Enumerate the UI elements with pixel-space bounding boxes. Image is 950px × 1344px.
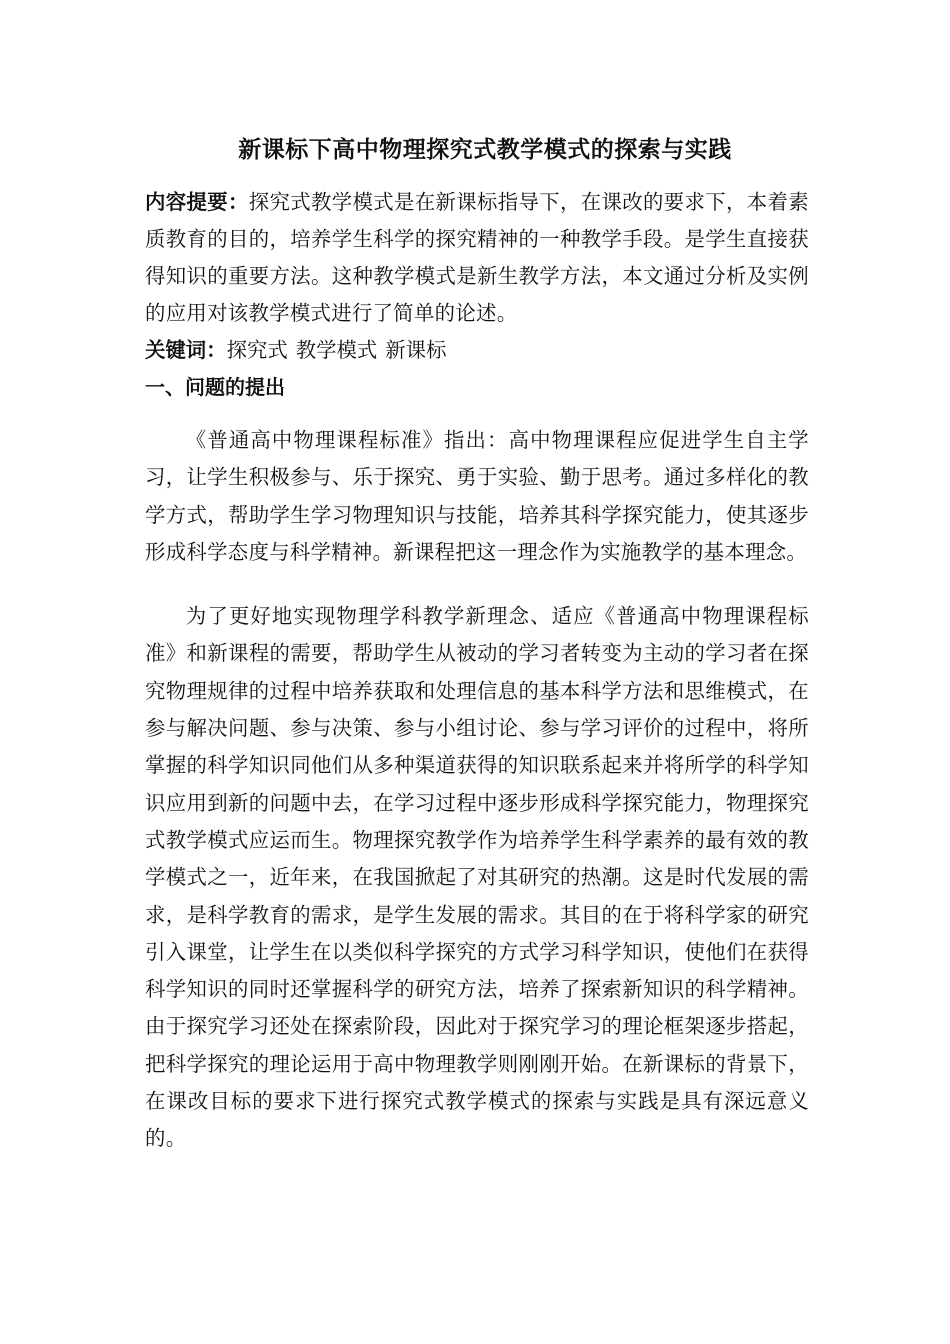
abstract-text: 探究式教学模式是在新课标指导下，在课改的要求下，本着素质教育的目的，培养学生科学的探究精神的一种教学手段。是学生直接获得知识的重要方法。这种教学模式是新生教学方法，本文通过分析及实例的应用对该教学模式进行了简单的论述。 bbox=[145, 190, 809, 325]
keyword-item: 探究式 bbox=[226, 338, 288, 362]
section-heading: 一、问题的提出 bbox=[145, 375, 285, 399]
document-body bbox=[145, 134, 809, 1158]
abstract-paragraph bbox=[145, 184, 809, 332]
keyword-item: 新课标 bbox=[385, 338, 447, 362]
abstract-label: 内容提要： bbox=[145, 190, 249, 214]
body-paragraph: 为了更好地实现物理学科教学新理念、适应《普通高中物理课程标准》和新课程的需要，帮助学生从被动的学习者转变为主动的学习者在探究物理规律的过程中培养获取和处理信息的基本科学方法和思维模式，在参与解决问题、参与决策、参与小组讨论、参与学习评价的过程中，将所掌握的科学知识同他们从多种渠道获得的知识联系起来并将所学的科学知识应用到新的问题中去，在学习过程中逐步形成科学探究能力，物理探究式教学模式应运而生。物理探究教学作为培养学生科学素养的最有效的教学模式之一，近年来，在我国掀起了对其研究的热潮。这是时代发展的需求，是科学教育的需求，是学生发展的需求。其目的在于将科学家的研究引入课堂，让学生在以类似科学探究的方式学习科学知识，使他们在获得科学知识的同时还掌握科学的研究方法，培养了探索新知识的科学精神。由于探究学习还处在探索阶段，因此对于探究学习的理论框架逐步搭起，把科学探究的理论运用于高中物理教学则刚刚开始。在新课标的背景下，在课改目标的要求下进行探究式教学模式的探索与实践是具有深远意义的。 bbox=[145, 604, 809, 1151]
keywords-line bbox=[145, 332, 809, 368]
body-paragraph: 《普通高中物理课程标准》指出：高中物理课程应促进学生自主学习，让学生积极参与、乐于探究、勇于实验、勤于思考。通过多样化的教学方式，帮助学生学习物理知识与技能，培养其科学探究能力，使其逐步形成科学态度与科学精神。新课程把这一理念作为实施教学的基本理念。 bbox=[145, 428, 809, 564]
keyword-item: 教学模式 bbox=[295, 338, 378, 362]
keywords-label: 关键词： bbox=[145, 338, 227, 362]
document-title: 新课标下高中物理探究式教学模式的探索与实践 bbox=[238, 137, 732, 163]
